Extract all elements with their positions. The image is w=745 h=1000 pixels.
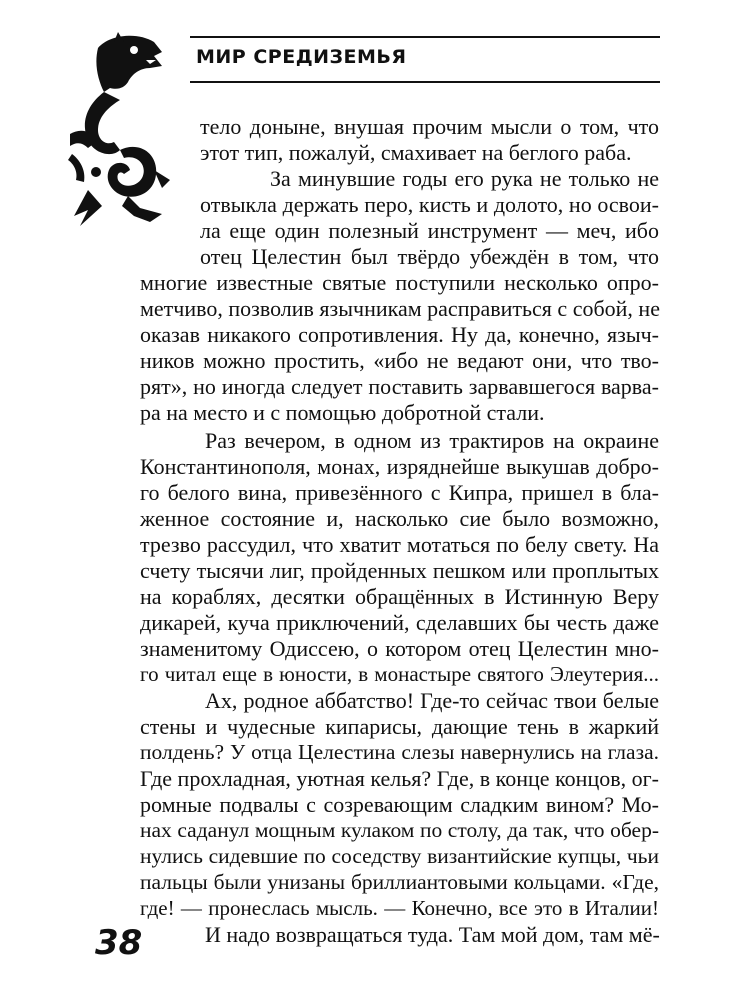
text-line: тело доныне, внушая прочим мысли о том, что (200, 114, 659, 139)
text-line: дикарей, куча приключений, сделавших бы честь даже (140, 610, 659, 635)
text-line: отвыкла держать перо, кисть и долото, но освои- (200, 192, 659, 217)
text-line: И надо возвращаться туда. Там мой дом, там мё- (205, 922, 660, 947)
text-line: счету тысячи лиг, пройденных пешком или проплытых (140, 558, 659, 583)
text-line: этот тип, пожалуй, смахивает на беглого раба. (200, 140, 632, 165)
text-line: трезво рассудил, что хватит мотаться по белу свету. На (140, 532, 659, 557)
dragon-ornament-icon (58, 30, 176, 230)
text-line: Раз вечером, в одном из трактиров на окраине (205, 428, 659, 453)
text-line: на кораблях, десятки обращённых в Истинную Веру (140, 584, 659, 609)
text-line: ла еще один полезный инструмент — меч, ибо (200, 218, 659, 243)
text-line: нулись сидевшие по соседству византийские купцы, чьи (140, 844, 659, 868)
text-line: где! — пронеслась мысль. — Конечно, все это в Италии! (140, 896, 659, 920)
text-line: За минувшие годы его рука не только не (270, 166, 659, 191)
text-line: Константинополя, монах, изряднейше выкушав добро- (140, 454, 659, 479)
text-line: знаменитому Одиссею, о котором отец Целестин мно- (140, 636, 659, 661)
text-line: стены и чудесные кипарисы, дающие тень в жаркий (140, 714, 659, 739)
text-line: го белого вина, привезённого с Кипра, пришел в бла- (140, 480, 659, 505)
text-line: го читал еще в юности, в монастыре святого Элеутерия... (140, 662, 659, 686)
text-line: многие известные святые поступили несколько опро- (140, 270, 659, 295)
text-line: пальцы были унизаны бриллиантовыми кольцами. «Где, (140, 870, 659, 894)
text-line: нах саданул мощным кулаком по столу, да так, что обер- (140, 818, 659, 842)
text-line: полдень? У отца Целестина слезы навернулись на глаза. (140, 740, 659, 764)
text-line: ников можно простить, «ибо не ведают они, что тво- (140, 348, 659, 373)
text-line: рят», но иногда следует поставить зарвавшегося варва- (140, 374, 659, 399)
text-line: метчиво, позволив язычникам расправиться с собой, не (140, 296, 660, 321)
text-line: оказав никакого сопротивления. Ну да, конечно, языч- (140, 322, 659, 347)
running-header: МИР СРЕДИЗЕМЬЯ (196, 46, 407, 68)
header-rule-bottom (190, 81, 660, 83)
page-number: 38 (95, 923, 143, 963)
text-line: Ах, родное аббатство! Где-то сейчас твои белые (205, 688, 659, 713)
text-line: ромные подвалы с созревающим сладким вином? Мо- (140, 792, 659, 817)
text-line: Где прохладная, уютная келья? Где, в конце концов, ог- (140, 766, 659, 791)
text-line: отец Целестин был твёрдо убеждён в том, что (200, 244, 659, 269)
header-rule-top (190, 36, 660, 38)
text-line: ра на место и с помощью добротной стали. (140, 400, 545, 425)
text-line: женное состояние и, насколько сие было возможно, (140, 506, 659, 531)
